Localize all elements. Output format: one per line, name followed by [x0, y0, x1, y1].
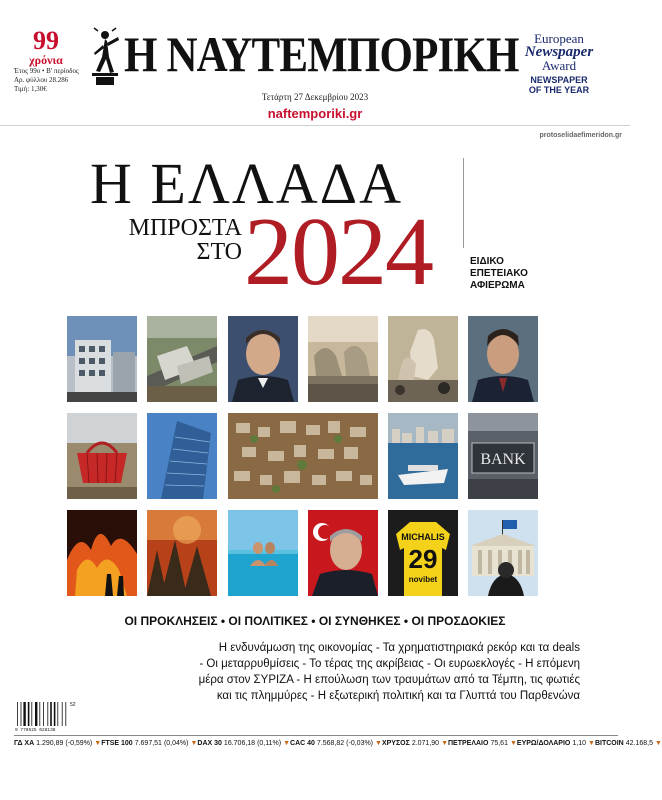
summary-line: Η ενδυνάμωση της οικονομίας - Τα χρηματιστηριακά ρεκόρ και τα deals: [218, 642, 580, 654]
bank-sign-text: BANK: [480, 451, 526, 468]
down-arrow-icon: ▼: [654, 740, 662, 747]
special-edition-label: ΕΙΔΙΚΟ ΕΠΕΤΕΙΑΚΟ ΑΦΙΕΡΩΜΑ: [470, 256, 528, 291]
ticker-item: BITCOIN 42.168,5 ▼: [594, 740, 662, 747]
down-arrow-icon: ▼: [94, 740, 102, 747]
down-arrow-icon: ▼: [375, 740, 382, 747]
headline-divider: [463, 158, 464, 248]
down-arrow-icon: ▼: [588, 740, 595, 747]
ticker-item: FTSE 100 7.697,51 (0,04%) ▼: [101, 740, 198, 747]
ticker-item: CAC 40 7.568,82 (-0,03%) ▼: [290, 740, 382, 747]
anniversary-years-number: 99: [33, 26, 59, 55]
market-ticker: [14, 735, 662, 749]
photo-cruise-ship[interactable]: [388, 413, 458, 499]
award-line: European: [534, 31, 584, 46]
down-arrow-icon: ▼: [190, 740, 198, 747]
photo-parthenon-statue[interactable]: [388, 316, 458, 402]
masthead-divider: [0, 125, 630, 126]
edition-line: Τιμή: 1,30€: [14, 85, 47, 93]
down-arrow-icon: ▼: [441, 740, 448, 747]
edition-line: Έτος 99ο • Β' περίοδος: [14, 67, 79, 75]
source-credit: protoselidaefimeridon.gr: [539, 132, 622, 139]
photo-parliament-building[interactable]: [468, 510, 538, 596]
headline-main: Η ΕΛΛΑΔΑ: [90, 151, 403, 216]
photo-bank-sign[interactable]: [468, 413, 538, 499]
summary-line: - Οι μεταρρυθμίσεις - Το τέρας της ακρίβειας - Οι ευρωεκλογές - Η επόμενη: [199, 658, 580, 670]
ticker-item: ΧΡΥΣΟΣ 2.071,90 ▼: [381, 740, 448, 747]
down-arrow-icon: ▼: [509, 740, 517, 747]
barcode-issue: 52: [70, 702, 76, 708]
photo-erdogan-portrait[interactable]: [308, 510, 378, 596]
edition-line: Αρ. φύλλου 28.286: [14, 76, 69, 84]
barcode-number: 9 770525 028138: [15, 728, 56, 733]
photo-man-in-suit[interactable]: [228, 316, 298, 402]
anniversary-years-label: χρόνια: [29, 53, 63, 67]
photo-flooded-town[interactable]: [228, 413, 378, 499]
ticker-item: ΠΕΤΡΕΛΑΙΟ 75,61 ▼: [448, 740, 517, 747]
jersey-number: 29: [408, 544, 438, 574]
summary-line: μέρα στον ΣΥΡΙΖΑ - Η επούλωση των τραυμάτων από τα Τέμπη, τις φωτιές: [198, 674, 580, 686]
photo-infinity-pool[interactable]: [228, 510, 298, 596]
newspaper-award-badge: [504, 32, 614, 95]
award-line: Award: [541, 58, 577, 73]
award-line: Newspaper: [524, 44, 594, 60]
photo-parthenon-sculptures[interactable]: [308, 316, 378, 402]
photo-wildfire-night[interactable]: [67, 510, 137, 596]
topics-line: ΟΙ ΠΡΟΚΛΗΣΕΙΣ • ΟΙ ΠΟΛΙΤΙΚΕΣ • ΟΙ ΣΥΝΘΗΚΕΣ • ΟΙ ΠΡΟΣΔΟΚΙΕΣ: [124, 614, 506, 628]
jersey-name: MICHALIS: [401, 532, 445, 542]
headline-year: 2024: [244, 198, 432, 306]
photo-sports-jersey[interactable]: [388, 510, 458, 596]
newspaper-title[interactable]: Η ΝΑΥΤΕΜΠΟΡΙΚΗ: [124, 26, 519, 82]
headline-sub-1: ΜΠΡΟΣΤΑ: [128, 215, 242, 241]
ticker-item: ΕΥΡΩ/ΔΟΛΑΡΙΟ 1,10 ▼: [516, 740, 595, 747]
photo-shopping-basket[interactable]: [67, 413, 137, 499]
summary-text: [40, 640, 580, 704]
hermes-logo-icon: [88, 27, 122, 87]
headline-sub-2: ΣΤΟ: [196, 239, 242, 265]
down-arrow-icon: ▼: [283, 740, 291, 747]
award-subtitle: NEWSPAPER OF THE YEAR: [528, 75, 590, 95]
issue-date: Τετάρτη 27 Δεκεμβρίου 2023: [261, 92, 369, 102]
photo-destroyed-railway[interactable]: [147, 316, 217, 402]
website-link[interactable]: naftemporiki.gr: [267, 106, 363, 121]
photo-glass-tower[interactable]: [147, 413, 217, 499]
jersey-sponsor: novibet: [408, 575, 438, 584]
summary-line: και τις πλημμύρες - Η εξωτερική πολιτική και τα Γλυπτά του Παρθενώνα: [216, 690, 580, 702]
edition-info: [14, 67, 88, 94]
ticker-item: DAX 30 16.706,18 (0,11%) ▼: [197, 740, 291, 747]
photo-stock-exchange[interactable]: [67, 316, 137, 402]
photo-forest-fire[interactable]: [147, 510, 217, 596]
barcode: [14, 700, 76, 732]
photo-young-man-in-suit[interactable]: [468, 316, 538, 402]
ticker-item: ΓΔ ΧΑ 1.290,89 (-0,59%) ▼: [14, 740, 102, 747]
